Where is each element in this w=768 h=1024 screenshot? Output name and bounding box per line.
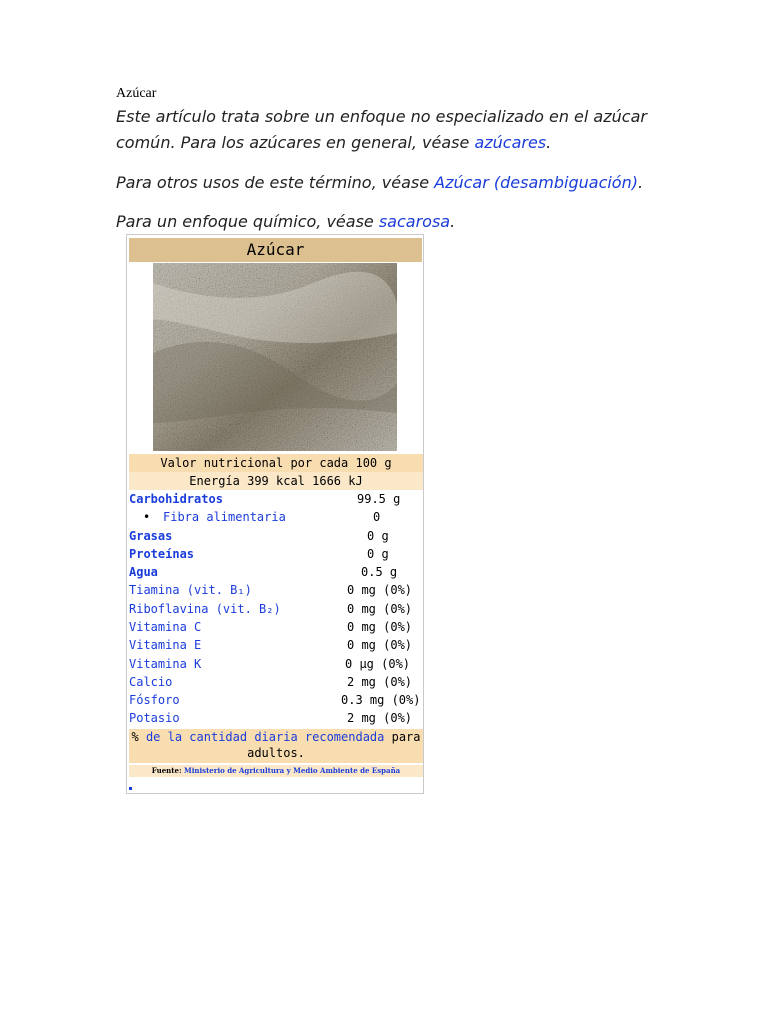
nutrient-row-tiamina <box>129 581 423 599</box>
energy-row: Energía 399 kcal 1666 kJ <box>129 472 423 490</box>
infobox <box>126 234 424 794</box>
nutrient-row-carbohidratos <box>129 490 423 508</box>
chemical-text: Para un enfoque químico, véase <box>116 212 379 231</box>
link-cantidad-diaria[interactable]: de la cantidad diaria recomendada <box>145 730 385 744</box>
nutrient-value: 2 mg (0%) <box>347 711 413 725</box>
disambig-paragraph <box>116 170 656 196</box>
nutrient-label[interactable]: Calcio <box>129 675 173 689</box>
nutrient-row-potasio <box>129 709 423 727</box>
nutrient-label[interactable]: Vitamina E <box>129 638 202 652</box>
link-ministerio[interactable]: Ministerio de Agricultura y Medio Ambiente de España <box>183 766 401 775</box>
disambig-text: Para otros usos de este término, véase <box>116 173 435 192</box>
nutrient-row-riboflavina <box>129 600 423 618</box>
nutrient-value: 0 g <box>367 529 389 543</box>
intro-paragraph <box>116 104 656 156</box>
link-sacarosa[interactable]: sacarosa <box>378 212 451 231</box>
nutrient-row-agua <box>129 563 423 581</box>
percent-sign: % <box>131 730 139 744</box>
nutrient-label[interactable]: Riboflavina (vit. B₂) <box>129 602 281 616</box>
nutrient-row-fibra <box>129 508 423 526</box>
nutrient-label[interactable]: Fósforo <box>129 693 180 707</box>
nutrient-row-vitamina-c <box>129 618 423 636</box>
source-line <box>129 765 423 777</box>
sugar-photo <box>153 263 397 451</box>
nutrient-label[interactable]: Proteínas <box>129 547 195 561</box>
nutrient-label[interactable]: Tiamina (vit. B₁) <box>129 583 252 597</box>
intro-end: . <box>546 133 552 152</box>
footnote-end: para adultos. <box>247 730 421 760</box>
document-title: Azúcar <box>116 86 157 101</box>
nutrient-value: 0 μg (0%) <box>345 657 411 671</box>
nutrient-row-vitamina-e <box>129 636 423 654</box>
bullet-icon: • <box>143 510 151 524</box>
chemical-end: . <box>450 212 456 231</box>
nutrient-label[interactable]: Vitamina K <box>129 657 202 671</box>
nutrient-row-vitamina-k <box>129 655 423 673</box>
nutrient-label[interactable]: Grasas <box>129 529 173 543</box>
nutrient-value: 0.5 g <box>361 565 398 579</box>
link-desambiguacion[interactable]: Azúcar (desambiguación) <box>434 173 638 192</box>
daily-value-footnote <box>129 729 423 763</box>
nutrient-value: 0 mg (0%) <box>347 602 413 616</box>
infobox-title: Azúcar <box>129 238 422 262</box>
nutrient-value: 0.3 mg (0%) <box>341 693 421 707</box>
nutrient-row-proteinas <box>129 545 423 563</box>
nutrition-header: Valor nutricional por cada 100 g <box>129 454 423 472</box>
nutrient-value: 0 mg (0%) <box>347 583 413 597</box>
chemical-paragraph <box>116 209 656 235</box>
bullet-dot-icon <box>129 787 132 790</box>
nutrient-value: 2 mg (0%) <box>347 675 413 689</box>
disambig-end: . <box>637 173 644 192</box>
nutrient-label[interactable]: Vitamina C <box>129 620 202 634</box>
nutrient-row-fosforo <box>129 691 423 709</box>
intro-text: Este artículo trata sobre un enfoque no especializado en el azúcar común. Para los azúcares en general, véase <box>116 107 647 152</box>
nutrient-label[interactable]: Agua <box>129 565 158 579</box>
link-azucares[interactable]: azúcares <box>474 133 547 152</box>
nutrient-label[interactable]: Carbohidratos <box>129 492 223 506</box>
nutrient-value: 0 mg (0%) <box>347 620 413 634</box>
nutrient-value: 0 mg (0%) <box>347 638 413 652</box>
nutrient-row-grasas <box>129 527 423 545</box>
nutrient-label[interactable]: Potasio <box>129 711 180 725</box>
nutrient-value: 0 <box>373 510 381 524</box>
source-label: Fuente: <box>151 766 182 775</box>
nutrient-value: 99.5 g <box>357 492 401 506</box>
nutrient-label[interactable]: Fibra alimentaria <box>163 510 286 524</box>
nutrient-row-calcio <box>129 673 423 691</box>
nutrient-value: 0 g <box>367 547 389 561</box>
